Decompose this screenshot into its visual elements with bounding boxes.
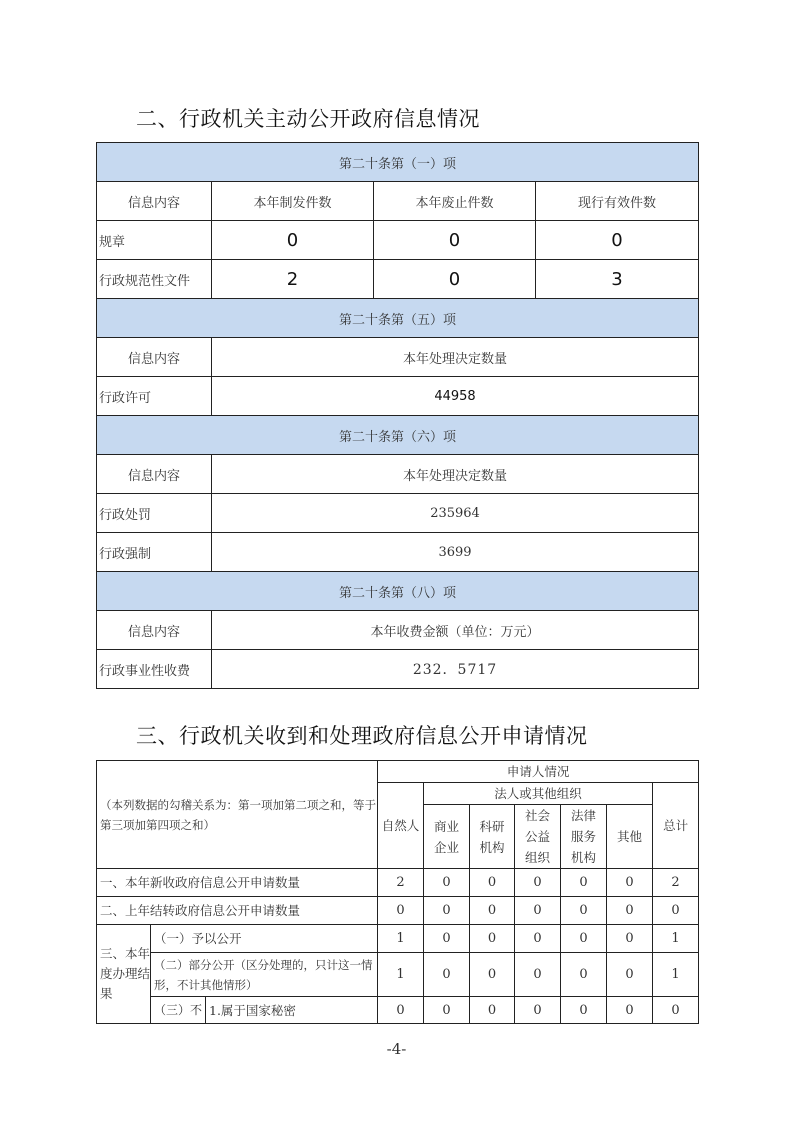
row-label: 行政规范性文件 <box>97 260 212 299</box>
cell-value: 1 <box>378 925 424 953</box>
header-abolished: 本年废止件数 <box>374 182 536 221</box>
cell-value: 0 <box>561 925 607 953</box>
cell-value: 44958 <box>212 377 699 416</box>
cell-value: 0 <box>212 221 374 260</box>
band-item-8: 第二十条第（八）项 <box>97 572 699 611</box>
proactive-disclosure-table <box>96 142 699 689</box>
header-info: 信息内容 <box>97 455 212 494</box>
header-issued: 本年制发件数 <box>212 182 374 221</box>
cell-value: 0 <box>424 897 470 925</box>
cell-value: 0 <box>561 953 607 997</box>
cell-value: 235964 <box>212 494 699 533</box>
cell-value: 0 <box>561 897 607 925</box>
applicant-header: 申请人情况 <box>378 761 699 783</box>
cell-value: 0 <box>607 925 653 953</box>
header-info: 信息内容 <box>97 611 212 650</box>
band-item-1: 第二十条第（一）项 <box>97 143 699 182</box>
col-header: 商业企业 <box>424 805 470 869</box>
cell-value: 0 <box>607 953 653 997</box>
cell-value: 0 <box>561 997 607 1024</box>
table-row <box>97 494 699 533</box>
cell-value: 0 <box>470 997 515 1024</box>
cell-value: 0 <box>424 997 470 1024</box>
cell-value: 0 <box>607 997 653 1024</box>
cell-value: 0 <box>515 925 561 953</box>
requests-table <box>96 760 699 1024</box>
section3-title: 三、行政机关收到和处理政府信息公开申请情况 <box>136 724 588 748</box>
cell-value: 0 <box>515 869 561 897</box>
cell-value: 0 <box>470 925 515 953</box>
cell-value: 2 <box>212 260 374 299</box>
header-valid: 现行有效件数 <box>536 182 699 221</box>
cell-value: 1 <box>378 953 424 997</box>
row-label: 二、上年结转政府信息公开申请数量 <box>97 897 378 925</box>
cell-value: 0 <box>515 897 561 925</box>
row-label: 1.属于国家秘密 <box>206 997 378 1024</box>
cell-value: 0 <box>374 221 536 260</box>
cell-value: 2 <box>378 869 424 897</box>
table-row <box>97 997 699 1024</box>
col-header: 科研机构 <box>470 805 515 869</box>
band-item-5: 第二十条第（五）项 <box>97 299 699 338</box>
cell-value: 0 <box>607 897 653 925</box>
header-row <box>97 182 699 221</box>
row-label: （一）予以公开 <box>151 925 378 953</box>
table-row <box>97 221 699 260</box>
col-header: 社会公益组织 <box>515 805 561 869</box>
table-row <box>97 897 699 925</box>
cell-value: 0 <box>374 260 536 299</box>
cell-value: 0 <box>378 997 424 1024</box>
cell-value: 3699 <box>212 533 699 572</box>
result-group-label: 三、本年度办理结果 <box>97 925 151 1024</box>
table-row <box>97 377 699 416</box>
cell-value: 0 <box>653 897 699 925</box>
row-label: 一、本年新收政府信息公开申请数量 <box>97 869 378 897</box>
cell-value: 0 <box>515 953 561 997</box>
total-header: 总计 <box>653 783 699 869</box>
cell-value: 0 <box>424 869 470 897</box>
table-row <box>97 869 699 897</box>
row-label: 规章 <box>97 221 212 260</box>
cell-value: 0 <box>378 897 424 925</box>
row-label: 行政许可 <box>97 377 212 416</box>
natural-person-header: 自然人 <box>378 783 424 869</box>
table-row <box>97 650 699 689</box>
header-decisions: 本年处理决定数量 <box>212 455 699 494</box>
cell-value: 0 <box>424 953 470 997</box>
cell-value: 2 <box>653 869 699 897</box>
row-label: （二）部分公开（区分处理的，只计这一情形，不计其他情形） <box>151 953 378 997</box>
col-header: 其他 <box>607 805 653 869</box>
cell-value: 0 <box>653 997 699 1024</box>
header-decisions: 本年处理决定数量 <box>212 338 699 377</box>
cell-value: 1 <box>653 925 699 953</box>
band-row <box>97 143 699 182</box>
band-item-6: 第二十条第（六）项 <box>97 416 699 455</box>
cell-value: 0 <box>424 925 470 953</box>
row-subgroup: （三）不 <box>151 997 206 1024</box>
section2-title: 二、行政机关主动公开政府信息情况 <box>136 107 480 131</box>
cell-value: 1 <box>653 953 699 997</box>
cell-value: 0 <box>470 897 515 925</box>
header-info: 信息内容 <box>97 338 212 377</box>
row-label: 行政事业性收费 <box>97 650 212 689</box>
cell-value: 0 <box>607 869 653 897</box>
cell-value: 3 <box>536 260 699 299</box>
header-info: 信息内容 <box>97 182 212 221</box>
cell-value: 0 <box>470 869 515 897</box>
cell-value: 0 <box>470 953 515 997</box>
legal-group-header: 法人或其他组织 <box>424 783 653 805</box>
table-row <box>97 925 699 953</box>
cell-value: 0 <box>561 869 607 897</box>
note-cell: （本列数据的勾稽关系为：第一项加第二项之和，等于第三项加第四项之和） <box>97 761 378 869</box>
cell-value: 0 <box>536 221 699 260</box>
table-row <box>97 953 699 997</box>
table-row <box>97 533 699 572</box>
header-fees: 本年收费金额（单位：万元） <box>212 611 699 650</box>
table-row <box>97 260 699 299</box>
row-label: 行政强制 <box>97 533 212 572</box>
cell-value: 232．5717 <box>212 650 699 689</box>
cell-value: 0 <box>515 997 561 1024</box>
row-label: 行政处罚 <box>97 494 212 533</box>
page-number: -4- <box>386 1040 407 1058</box>
col-header: 法律服务机构 <box>561 805 607 869</box>
